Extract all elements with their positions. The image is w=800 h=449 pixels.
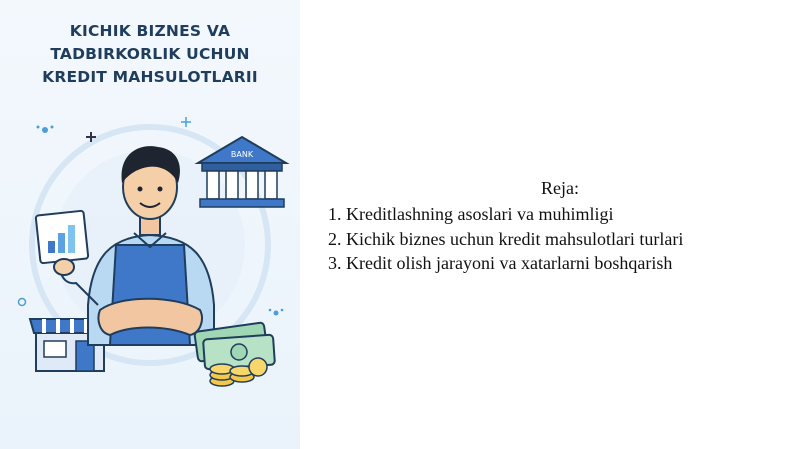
plan-heading: Reja: [541, 178, 579, 198]
slide-content [300, 0, 800, 449]
sparkle-icon [269, 309, 284, 316]
poster-title-line-1: KICHIK BIZNES VA [69, 22, 231, 40]
poster-title [0, 20, 300, 89]
chart-card-icon [36, 211, 89, 264]
plan-item-3: 3. Kredit olish jarayoni va xatarlarni boshqarish [328, 253, 673, 273]
plan-item-2: 2. Kichik biznes uchun kredit mahsulotlari turlari [328, 228, 684, 249]
plan-list [328, 202, 683, 276]
plan-item-1: 1. Kreditlashning asoslari va muhimligi [328, 204, 614, 224]
sparkle-icon [37, 126, 54, 134]
businessman-illustration [0, 105, 300, 449]
poster-title-line-3: KREDIT MAHSULOTLARII [42, 68, 258, 86]
poster-panel [0, 0, 300, 449]
dot-icon [19, 299, 26, 306]
bank-sign: BANK [230, 150, 254, 159]
sparkle-icon [181, 117, 191, 127]
poster-title-line-2: TADBIRKORLIK UCHUN [50, 45, 250, 63]
